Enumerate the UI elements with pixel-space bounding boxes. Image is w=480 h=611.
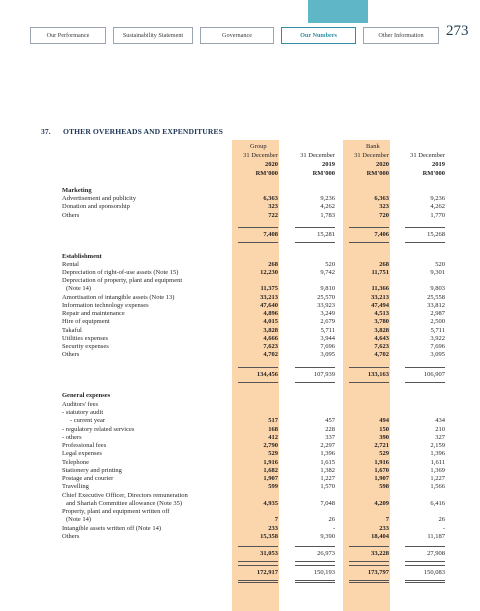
row-value-col1: 1,227 xyxy=(320,475,335,482)
row-value-col2: 7,406 xyxy=(374,231,389,238)
row-label: Postage and courier xyxy=(62,475,114,482)
row-value-col0: 3,828 xyxy=(263,327,278,334)
total-rule-bottom xyxy=(238,561,278,562)
total-rule-top xyxy=(405,565,445,566)
row-value-col2: 4,643 xyxy=(374,335,389,342)
row-value-col0: 168 xyxy=(268,426,278,433)
row-value-col3: 27,908 xyxy=(427,550,445,557)
table-row xyxy=(62,508,442,516)
total-rule-double xyxy=(405,582,445,583)
tab-governance[interactable]: Governance xyxy=(200,27,274,44)
row-value-col2: 323 xyxy=(379,203,389,210)
row-value-col0: 7,623 xyxy=(263,343,278,350)
total-rule-top xyxy=(295,367,335,368)
row-label: Auditors' fees xyxy=(62,401,99,408)
row-label: Property, plant and equipment written off xyxy=(62,508,170,515)
row-value-col0: 268 xyxy=(268,261,278,268)
row-label: Amortisation of intangible assets (Note 13) xyxy=(62,294,175,301)
total-rule-bottom xyxy=(349,382,389,383)
row-value-col0: 1,916 xyxy=(263,459,278,466)
row-label: General expenses xyxy=(62,392,111,399)
row-value-col1: 15,281 xyxy=(317,231,335,238)
col-year-3: 2019 xyxy=(432,161,445,168)
tab-our-numbers[interactable]: Our Numbers xyxy=(281,27,356,44)
total-rule-top xyxy=(349,565,389,566)
row-label: Hire of equipment xyxy=(62,318,110,325)
table-row xyxy=(62,203,445,211)
row-value-col0: 517 xyxy=(268,417,278,424)
total-rule-top xyxy=(405,546,445,547)
table-row xyxy=(62,426,445,434)
total-rule-double xyxy=(238,582,278,583)
row-label: Security expenses xyxy=(62,343,109,350)
row-value-col0: 599 xyxy=(268,483,278,490)
tab-sustainability-statement[interactable]: Sustainability Statement xyxy=(113,27,193,44)
row-value-col0: 233 xyxy=(268,525,278,532)
row-value-col2: 11,751 xyxy=(371,269,389,276)
row-value-col0: 33,213 xyxy=(260,294,278,301)
row-value-col1: 26 xyxy=(328,516,335,523)
table-row xyxy=(62,269,445,277)
row-value-col2: 7,623 xyxy=(374,343,389,350)
table-row xyxy=(62,310,445,318)
row-value-col0: 47,640 xyxy=(260,302,278,309)
col-year-1: 2019 xyxy=(322,161,335,168)
row-value-col1: 1,783 xyxy=(320,212,335,219)
row-value-col1: 5,711 xyxy=(320,327,335,334)
row-label: - regulatory related services xyxy=(62,426,135,433)
total-rule-bottom xyxy=(238,382,278,383)
table-row xyxy=(62,327,445,335)
total-rule-bottom xyxy=(295,580,335,581)
row-value-col1: 25,570 xyxy=(317,294,335,301)
row-value-col3: 2,159 xyxy=(430,442,445,449)
total-rule-bottom xyxy=(295,242,335,243)
col-year-2: 2020 xyxy=(376,161,389,168)
row-label: Repair and maintenance xyxy=(62,310,125,317)
top-navigation xyxy=(30,27,439,44)
row-value-col1: 3,095 xyxy=(320,351,335,358)
total-rule-bottom xyxy=(295,561,335,562)
row-value-col0: 31,053 xyxy=(260,550,278,557)
total-rule-double xyxy=(349,582,389,583)
row-label: Chief Executive Officer, Directors remuneration xyxy=(62,492,188,499)
row-label: Depreciation of right-of-use assets (Note 15) xyxy=(62,269,179,276)
row-label: Donation and sponsorship xyxy=(62,203,130,210)
col-date-0: 31 December xyxy=(243,152,278,159)
total-rule-top xyxy=(405,367,445,368)
table-row xyxy=(62,409,442,417)
total-rule-top xyxy=(238,227,278,228)
row-value-col1: 337 xyxy=(325,434,335,441)
row-label: (Note 14) xyxy=(66,516,92,523)
row-value-col2: 4,702 xyxy=(374,351,389,358)
total-rule-bottom xyxy=(238,580,278,581)
row-value-col0: 1,907 xyxy=(263,475,278,482)
row-value-col0: 323 xyxy=(268,203,278,210)
table-row xyxy=(62,195,445,203)
row-label: Travelling xyxy=(62,483,89,490)
row-value-col2: 2,721 xyxy=(374,442,389,449)
row-value-col2: 173,797 xyxy=(367,569,389,576)
row-value-col3: 6,416 xyxy=(430,500,445,507)
row-value-col0: 722 xyxy=(268,212,278,219)
table-row xyxy=(62,459,445,467)
total-rule-top xyxy=(238,546,278,547)
row-value-col2: 6,363 xyxy=(374,195,389,202)
row-value-col0: 529 xyxy=(268,450,278,457)
row-value-col0: 134,456 xyxy=(256,371,278,378)
row-value-col2: 4,513 xyxy=(374,310,389,317)
table-row xyxy=(62,467,445,475)
row-label: Information technology expenses xyxy=(62,302,149,309)
row-value-col1: 9,810 xyxy=(320,285,335,292)
row-value-col2: 3,780 xyxy=(374,318,389,325)
row-value-col0: 4,896 xyxy=(263,310,278,317)
row-value-col3: 1,369 xyxy=(430,467,445,474)
row-label: - current year xyxy=(70,417,106,424)
row-value-col3: - xyxy=(442,525,445,532)
row-value-col1: 1,396 xyxy=(320,450,335,457)
row-value-col2: 1,916 xyxy=(374,459,389,466)
row-value-col1: - xyxy=(332,525,335,532)
total-rule-top xyxy=(295,565,335,566)
subtotal-row xyxy=(62,550,445,558)
total-rule-bottom xyxy=(295,382,335,383)
table-row xyxy=(62,442,445,450)
table-row xyxy=(62,417,445,425)
table-row xyxy=(62,500,445,508)
row-value-col1: 520 xyxy=(325,261,335,268)
row-value-col1: 7,696 xyxy=(320,343,335,350)
row-value-col3: 106,907 xyxy=(423,371,445,378)
total-rule-bottom xyxy=(349,242,389,243)
row-label: Depreciation of property, plant and equipment xyxy=(62,277,183,284)
total-rule-bottom xyxy=(405,580,445,581)
col-unit-0: RM'000 xyxy=(255,170,278,177)
row-value-col1: 9,236 xyxy=(320,195,335,202)
row-value-col2: 390 xyxy=(379,434,389,441)
category-heading-row xyxy=(62,187,442,195)
table-row xyxy=(62,212,445,220)
total-rule-top xyxy=(295,227,335,228)
row-value-col3: 15,268 xyxy=(427,231,445,238)
row-value-col3: 434 xyxy=(435,417,445,424)
subtotal-row xyxy=(62,371,445,379)
row-value-col0: 4,935 xyxy=(263,500,278,507)
row-label: Establishment xyxy=(62,253,102,260)
grand-total-row xyxy=(62,569,445,577)
row-value-col3: 1,611 xyxy=(430,459,445,466)
row-label: Utilities expenses xyxy=(62,335,109,342)
row-value-col1: 33,923 xyxy=(317,302,335,309)
row-label: Intangible assets written off (Note 14) xyxy=(62,525,161,532)
row-value-col2: 3,828 xyxy=(374,327,389,334)
col-year-0: 2020 xyxy=(265,161,278,168)
row-value-col3: 9,803 xyxy=(430,285,445,292)
total-rule-bottom xyxy=(405,382,445,383)
row-value-col2: 529 xyxy=(379,450,389,457)
row-value-col3: 3,922 xyxy=(430,335,445,342)
row-value-col3: 327 xyxy=(435,434,445,441)
row-value-col3: 11,187 xyxy=(427,533,445,540)
tab-our-performance[interactable]: Our Performance xyxy=(30,27,106,44)
row-value-col2: 33,228 xyxy=(371,550,389,557)
row-value-col3: 9,236 xyxy=(430,195,445,202)
col-date-2: 31 December xyxy=(354,152,389,159)
row-value-col3: 210 xyxy=(435,426,445,433)
group-header: Group xyxy=(250,143,267,150)
row-label: (Note 14) xyxy=(66,285,92,292)
total-rule-top xyxy=(295,546,335,547)
total-rule-double xyxy=(295,582,335,583)
row-value-col3: 5,711 xyxy=(430,327,445,334)
row-value-col2: 18,404 xyxy=(371,533,389,540)
row-value-col1: 107,939 xyxy=(313,371,335,378)
table-row xyxy=(62,450,445,458)
total-rule-bottom xyxy=(405,242,445,243)
total-rule-bottom xyxy=(405,561,445,562)
row-value-col1: 3,944 xyxy=(320,335,335,342)
row-value-col3: 2,500 xyxy=(430,318,445,325)
row-value-col2: 7 xyxy=(385,516,389,523)
page-number: 273 xyxy=(446,23,469,39)
row-value-col2: 47,494 xyxy=(371,302,389,309)
row-value-col3: 1,770 xyxy=(430,212,445,219)
tab-other-information[interactable]: Other Information xyxy=(363,27,439,44)
table-row xyxy=(62,492,442,500)
row-value-col0: 12,230 xyxy=(260,269,278,276)
table-row xyxy=(62,401,442,409)
table-row xyxy=(62,434,445,442)
total-rule-top xyxy=(349,546,389,547)
row-value-col0: 7,408 xyxy=(263,231,278,238)
row-value-col2: 268 xyxy=(379,261,389,268)
total-rule-top xyxy=(238,565,278,566)
row-value-col0: 11,375 xyxy=(260,285,278,292)
table-row xyxy=(62,475,445,483)
row-value-col0: 4,015 xyxy=(263,318,278,325)
row-value-col1: 2,297 xyxy=(320,442,335,449)
table-row xyxy=(62,285,445,293)
row-label: Telephone xyxy=(62,459,89,466)
row-value-col1: 7,048 xyxy=(320,500,335,507)
bank-header: Bank xyxy=(366,143,380,150)
category-heading-row xyxy=(62,253,442,261)
row-value-col1: 1,570 xyxy=(320,483,335,490)
table-row xyxy=(62,302,445,310)
col-unit-2: RM'000 xyxy=(366,170,389,177)
table-row xyxy=(62,294,445,302)
table-row xyxy=(62,261,445,269)
row-value-col0: 4,666 xyxy=(263,335,278,342)
row-value-col3: 1,396 xyxy=(430,450,445,457)
total-rule-bottom xyxy=(349,580,389,581)
row-value-col0: 412 xyxy=(268,434,278,441)
row-value-col0: 4,702 xyxy=(263,351,278,358)
row-value-col2: 33,213 xyxy=(371,294,389,301)
row-label: Professional fees xyxy=(62,442,107,449)
row-value-col2: 720 xyxy=(379,212,389,219)
row-value-col2: 494 xyxy=(379,417,389,424)
subtotal-row xyxy=(62,231,445,239)
col-unit-1: RM'000 xyxy=(312,170,335,177)
col-unit-3: RM'000 xyxy=(422,170,445,177)
total-rule-bottom xyxy=(349,561,389,562)
total-rule-top xyxy=(405,227,445,228)
row-value-col3: 1,566 xyxy=(430,483,445,490)
table-row xyxy=(62,516,445,524)
col-date-1: 31 December xyxy=(300,152,335,159)
row-value-col1: 1,615 xyxy=(320,459,335,466)
section-heading: OTHER OVERHEADS AND EXPENDITURES xyxy=(63,127,223,136)
row-value-col2: 4,209 xyxy=(374,500,389,507)
total-rule-bottom xyxy=(238,242,278,243)
row-value-col3: 520 xyxy=(435,261,445,268)
row-label: Others xyxy=(62,351,80,358)
row-label: Others xyxy=(62,212,80,219)
row-label: - statutory audit xyxy=(62,409,104,416)
row-value-col3: 26 xyxy=(438,516,445,523)
row-value-col3: 3,095 xyxy=(430,351,445,358)
total-rule-top xyxy=(238,367,278,368)
row-label: Stationery and printing xyxy=(62,467,122,474)
row-label: - others xyxy=(62,434,82,441)
row-label: Others xyxy=(62,533,80,540)
row-value-col0: 15,358 xyxy=(260,533,278,540)
row-value-col1: 228 xyxy=(325,426,335,433)
row-value-col1: 1,382 xyxy=(320,467,335,474)
row-value-col1: 9,742 xyxy=(320,269,335,276)
table-row xyxy=(62,335,445,343)
row-value-col3: 7,696 xyxy=(430,343,445,350)
row-label: Rental xyxy=(62,261,79,268)
row-value-col2: 233 xyxy=(379,525,389,532)
table-row xyxy=(62,533,445,541)
table-row xyxy=(62,277,442,285)
row-value-col3: 2,987 xyxy=(430,310,445,317)
table-row xyxy=(62,483,445,491)
row-value-col2: 150 xyxy=(379,426,389,433)
row-value-col2: 1,907 xyxy=(374,475,389,482)
row-value-col2: 598 xyxy=(379,483,389,490)
row-label: Marketing xyxy=(62,187,92,194)
row-value-col0: 1,682 xyxy=(263,467,278,474)
row-value-col1: 150,193 xyxy=(313,569,335,576)
section-title xyxy=(41,127,223,136)
row-value-col3: 9,301 xyxy=(430,269,445,276)
row-value-col0: 172,917 xyxy=(256,569,278,576)
row-value-col3: 4,262 xyxy=(430,203,445,210)
row-value-col0: 2,790 xyxy=(263,442,278,449)
row-value-col3: 33,812 xyxy=(427,302,445,309)
row-value-col2: 133,163 xyxy=(367,371,389,378)
total-rule-top xyxy=(349,367,389,368)
row-label: Takaful xyxy=(62,327,82,334)
row-value-col0: 7 xyxy=(274,516,278,523)
row-value-col1: 3,249 xyxy=(320,310,335,317)
row-label: Advertisement and publicity xyxy=(62,195,137,202)
row-value-col3: 1,227 xyxy=(430,475,445,482)
row-value-col3: 25,558 xyxy=(427,294,445,301)
category-heading-row xyxy=(62,392,442,400)
row-value-col1: 2,679 xyxy=(320,318,335,325)
row-value-col1: 9,390 xyxy=(320,533,335,540)
row-value-col0: 6,363 xyxy=(263,195,278,202)
total-rule-top xyxy=(349,227,389,228)
row-value-col1: 26,973 xyxy=(317,550,335,557)
table-row xyxy=(62,343,445,351)
row-value-col2: 1,670 xyxy=(374,467,389,474)
table-row xyxy=(62,351,445,359)
row-label: and Shariah Committee allowance (Note 35) xyxy=(66,500,183,507)
row-value-col3: 150,083 xyxy=(423,569,445,576)
col-date-3: 31 December xyxy=(410,152,445,159)
row-value-col1: 4,262 xyxy=(320,203,335,210)
row-label: Legal expenses xyxy=(62,450,102,457)
table-row xyxy=(62,318,445,326)
active-tab-marker xyxy=(308,0,368,23)
section-number: 37. xyxy=(41,127,51,136)
table-row xyxy=(62,525,445,533)
row-value-col2: 11,366 xyxy=(371,285,389,292)
row-value-col1: 457 xyxy=(325,417,335,424)
